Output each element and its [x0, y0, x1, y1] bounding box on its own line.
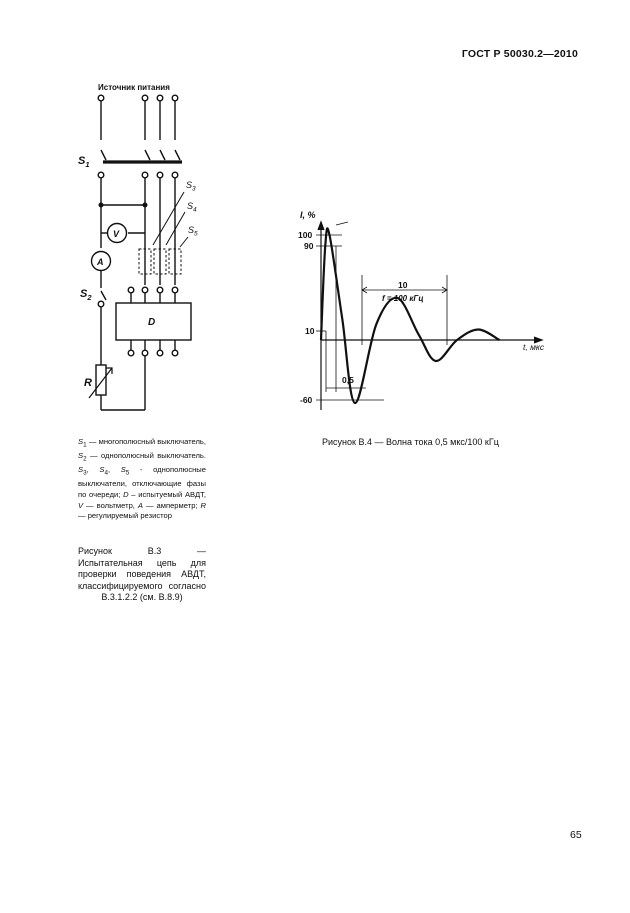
dim-period-label: 10 — [398, 280, 408, 290]
power-source-label: Источник питания — [98, 83, 170, 92]
figure-b4-caption: Рисунок B.4 — Волна тока 0,5 мкс/100 кГц — [322, 437, 499, 447]
y-tick-90: 90 — [304, 241, 314, 251]
svg-text:S1: $S_1$ — [78, 155, 90, 169]
s1-label: S — [78, 155, 86, 167]
s3-label: S — [186, 180, 193, 190]
ammeter-label: A — [97, 257, 104, 267]
s5-label: S — [188, 225, 195, 235]
dim-rise-label: 0,5 — [342, 375, 354, 385]
svg-text:S2: $S_2$ — [80, 288, 92, 302]
y-tick-minus-60: -60 — [300, 395, 313, 405]
y-axis-label: I, % — [300, 210, 316, 220]
svg-text:S3: $S_3$ — [186, 180, 196, 193]
y-tick-10: 10 — [305, 326, 315, 336]
dim-frequency-label: f = 100 кГц — [382, 294, 424, 303]
figure-b3-caption: Рисунок B.3 — Испытательная цепь для проверки поведения АВДТ, классифицируемого согласно B.3.1.2.2 (см. B.8.9) — [78, 546, 206, 603]
s4-label: S — [187, 201, 194, 211]
svg-text:S4: $S_4$ — [187, 201, 197, 214]
device-label: D — [148, 317, 156, 328]
resistor-label: R — [84, 377, 92, 389]
page-number: 65 — [570, 829, 582, 841]
y-tick-100: 100 — [298, 230, 313, 240]
voltmeter-label: V — [113, 229, 120, 239]
svg-text:S5: $S_5$ — [188, 225, 198, 238]
x-axis-label: t, мкс — [523, 342, 545, 352]
circuit-legend: $S_1$ — многополюсный выключатель, $S_2$ — однополюсный выключатель. $S_3$, $S_4$, $S_5$ - однополюсные выключатели, отключающие фазы по очереди; D – испытуемый АВДТ, V — вольтметр, A — амперметр; R — регулируемый резистор — [78, 437, 206, 521]
standard-header: ГОСТ Р 50030.2—2010 — [461, 48, 578, 60]
s2-label: S — [80, 288, 88, 300]
